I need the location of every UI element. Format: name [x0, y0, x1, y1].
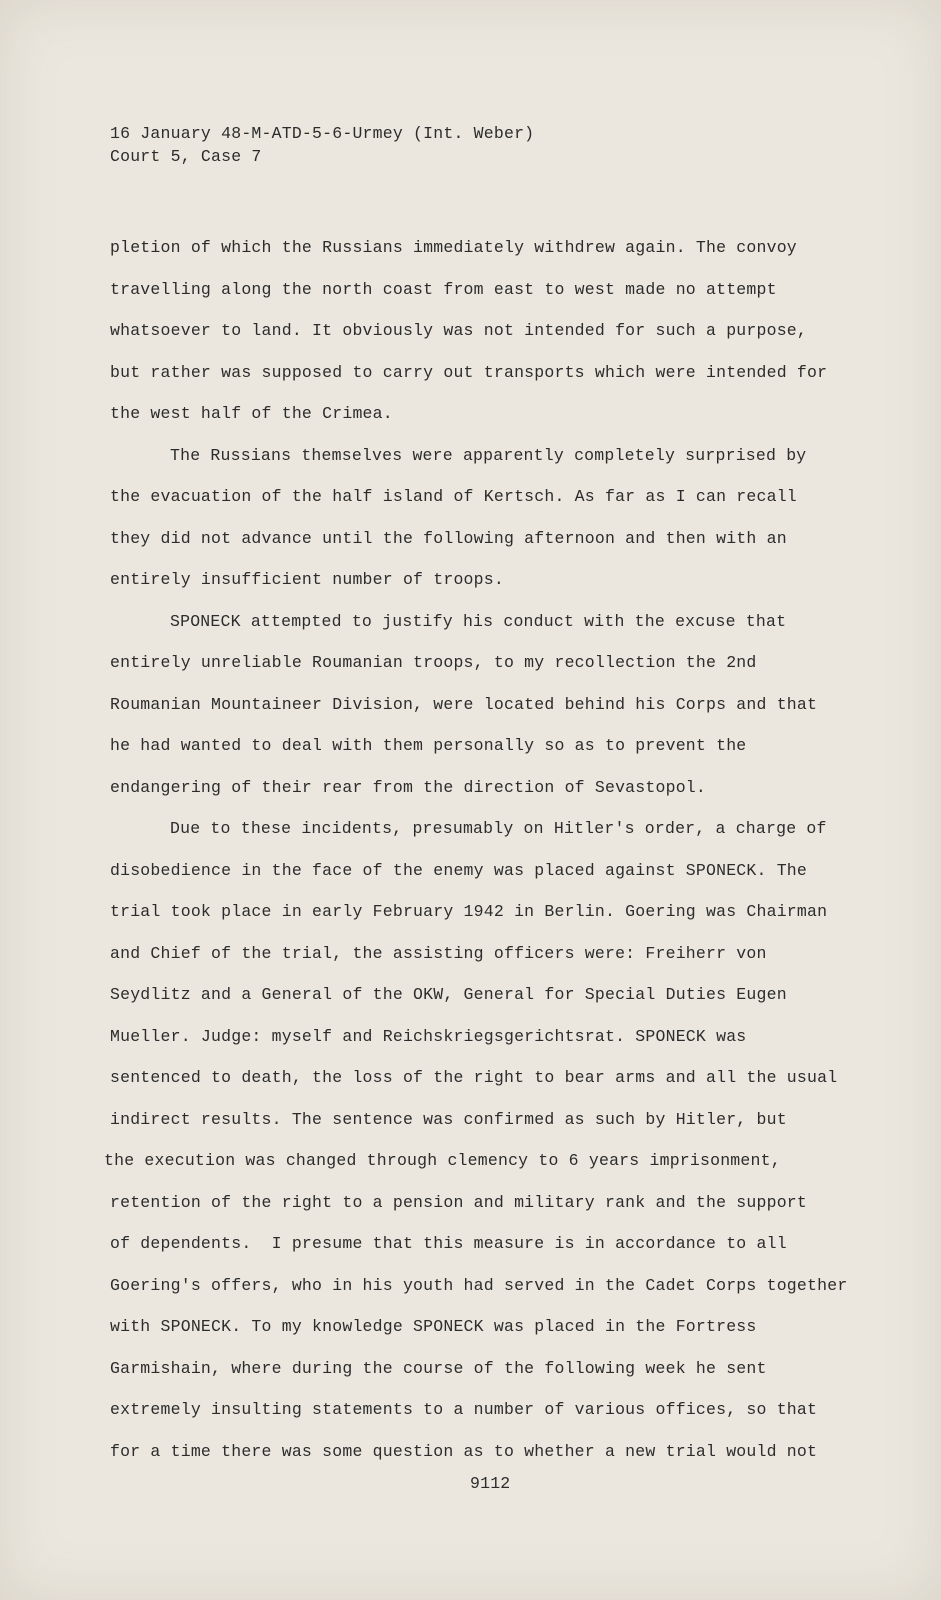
body-line: sentenced to death, the loss of the right to bear arms and all the usual: [110, 1068, 838, 1087]
body-line: trial took place in early February 1942 in Berlin. Goering was Chairman: [110, 902, 828, 921]
body-line: Seydlitz and a General of the OKW, General for Special Duties Eugen: [110, 985, 787, 1004]
body-line: indirect results. The sentence was confirmed as such by Hitler, but: [110, 1109, 787, 1129]
body-line: the evacuation of the half island of Kertsch. As far as I can recall: [110, 487, 797, 506]
header-court-case: Court 5, Case 7: [110, 147, 262, 166]
page-number: 9112: [470, 1474, 511, 1493]
body-line: pletion of which the Russians immediately withdrew again. The convoy: [110, 238, 797, 257]
body-line: Mueller. Judge: myself and Reichskriegsgerichtsrat. SPONECK was: [110, 1026, 747, 1046]
body-line: with SPONECK. To my knowledge SPONECK was placed in the Fortress: [110, 1317, 757, 1336]
body-line: entirely insufficient number of troops.: [110, 570, 504, 589]
body-line: travelling along the north coast from east to west made no attempt: [110, 279, 777, 299]
document-body: [104, 227, 870, 1472]
body-line: for a time there was some question as to whether a new trial would not: [110, 1441, 818, 1461]
body-line: extremely insulting statements to a number of various offices, so that: [110, 1400, 818, 1419]
body-line: Goering's offers, who in his youth had served in the Cadet Corps together: [110, 1275, 848, 1295]
document-header: [110, 122, 534, 168]
body-line: whatsoever to land. It obviously was not intended for such a purpose,: [110, 321, 808, 340]
body-line: and Chief of the trial, the assisting officers were: Freiherr von: [110, 943, 767, 963]
body-line: the west half of the Crimea.: [110, 404, 393, 423]
header-date-reference: 16 January 48-M-ATD-5-6-Urmey (Int. Weber): [110, 124, 535, 143]
body-line: they did not advance until the following afternoon and then with an: [110, 528, 787, 548]
body-line: but rather was supposed to carry out transports which were intended for: [110, 362, 828, 382]
body-line: he had wanted to deal with them personally so as to prevent the: [110, 736, 747, 755]
paragraph-start-line: The Russians themselves were apparently completely surprised by: [170, 445, 807, 465]
paragraph-start-line: SPONECK attempted to justify his conduct with the excuse that: [170, 611, 787, 631]
body-line: entirely unreliable Roumanian troops, to my recollection the 2nd: [110, 653, 757, 672]
body-line: endangering of their rear from the direction of Sevastopol.: [110, 777, 706, 797]
body-line: Roumanian Mountaineer Division, were located behind his Corps and that: [110, 694, 818, 714]
body-line: Garmishain, where during the course of the following week he sent: [110, 1358, 767, 1378]
paragraph-start-line: Due to these incidents, presumably on Hitler's order, a charge of: [170, 819, 827, 838]
body-line: retention of the right to a pension and military rank and the support: [110, 1192, 808, 1212]
body-line: of dependents. I presume that this measure is in accordance to all: [110, 1234, 787, 1253]
body-line: the execution was changed through clemency to 6 years imprisonment,: [104, 1151, 781, 1170]
body-line: disobedience in the face of the enemy was placed against SPONECK. The: [110, 860, 808, 880]
